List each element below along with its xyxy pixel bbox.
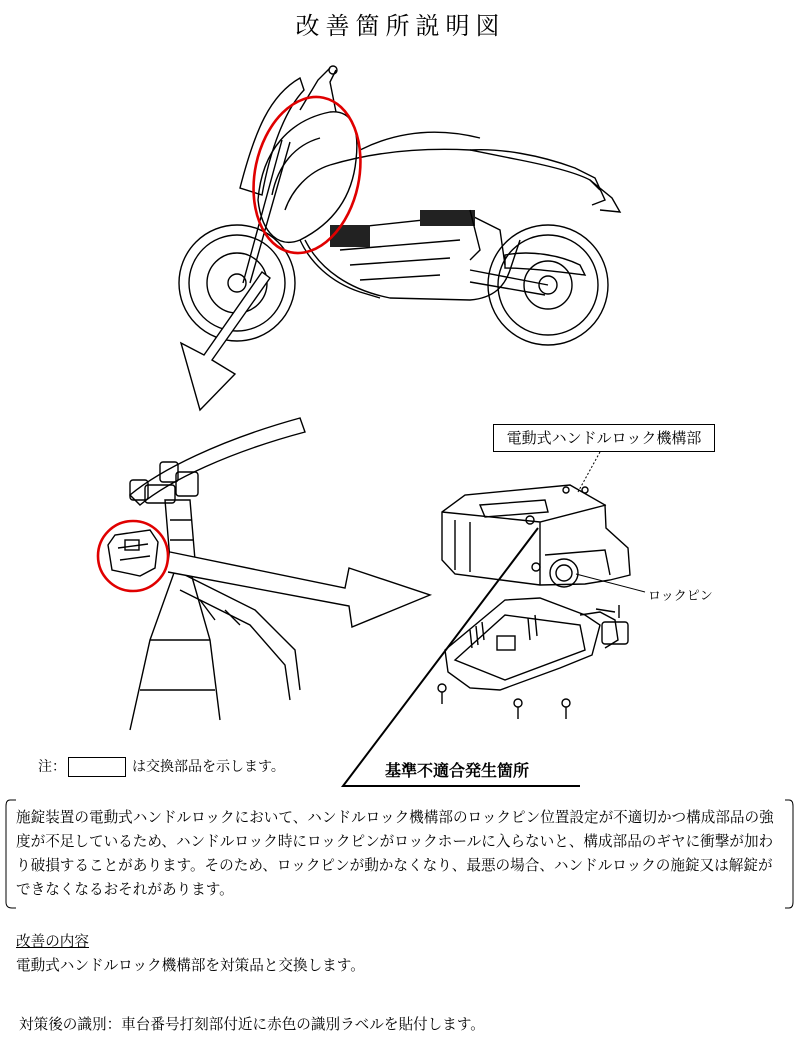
improvement-body: 電動式ハンドルロック機構部を対策品と交換します。	[16, 957, 365, 974]
defect-location-label: 基準不適合発生箇所	[385, 761, 530, 780]
mechanism-leader	[578, 452, 600, 492]
arrow-right	[168, 552, 430, 627]
note-suffix: は交換部品を示します。	[132, 759, 285, 775]
improvement-heading: 改善の内容	[16, 933, 89, 950]
lock-pin-leader	[576, 574, 645, 592]
mechanism-label: 電動式ハンドルロック機構部	[493, 424, 715, 452]
defect-leader	[343, 528, 580, 786]
highlight-circle-lower	[98, 521, 168, 591]
lock-pin-label: ロックピン	[648, 589, 713, 604]
mechanism-housing-drawing	[442, 485, 630, 587]
replacement-note	[38, 757, 285, 777]
mechanism-board-drawing	[438, 598, 628, 719]
replacement-part-legend-box	[68, 757, 126, 777]
note-prefix: 注：	[38, 759, 66, 775]
arrow-down-left	[181, 272, 270, 410]
identification-text: 対策後の識別：車台番号打刻部付近に赤色の識別ラベルを貼付します。	[19, 1016, 485, 1033]
page-title: 改善箇所説明図	[295, 12, 506, 40]
defect-description: 施錠装置の電動式ハンドルロックにおいて、ハンドルロック機構部のロックピン位置設定が不適切かつ構成部品の強度が不足しているため、ハンドルロック時にロックピンがロックホールに入らないと、構成部品のギヤに衝撃が加わり破損することがあります。そのため、ロックピンが動かなくなり、最悪の場合、ハンドルロックの施錠又は解錠ができなくなるおそれがあります。	[16, 809, 774, 898]
